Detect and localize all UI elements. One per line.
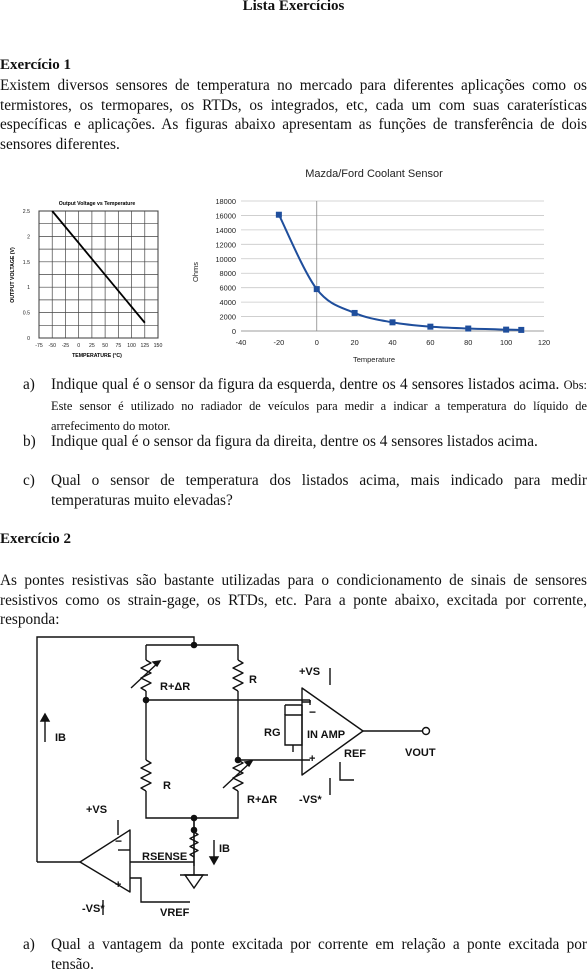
question-text: Indique qual é o sensor da figura da esquerda, dentre os 4 sensores listados acima.: [51, 376, 560, 393]
y-tick-label: 18000: [215, 197, 236, 206]
x-tick-label: 75: [115, 343, 122, 349]
series-line: [52, 211, 145, 323]
series-line: [279, 215, 521, 330]
right-chart: [188, 161, 560, 368]
data-point: [352, 310, 358, 316]
label-r-bottom: R: [163, 780, 171, 792]
right-chart-x-ticks: [236, 338, 551, 347]
question-text: Qual o sensor de temperatura dos listados acima, mais indicado para medir temperaturas muito elevadas?: [51, 472, 587, 509]
label-vout: VOUT: [405, 747, 436, 759]
x-tick-label: -75: [35, 343, 43, 349]
y-tick-label: 16000: [215, 211, 236, 221]
right-chart-x-label: Temperature: [352, 355, 396, 364]
y-tick-label: 0: [27, 336, 30, 342]
question-label: a): [23, 936, 35, 953]
exercise-1-intro: Existem diversos sensores de temperatura no mercado para diferentes aplicações como os termistores, os termopares, os RTDs, os integrados, etc, cada um com suas caraterísticas específicas e aplicações. As figuras abaixo apresentam as funções de transferência de dois sensores diferentes.: [0, 77, 587, 153]
y-tick-label: 14000: [215, 225, 236, 235]
label-vs-neg: -VS*: [299, 794, 322, 806]
right-chart-y-label: Ohms: [191, 261, 200, 283]
right-chart-y-ticks: [215, 197, 236, 336]
x-tick-label: 50: [102, 343, 109, 349]
label-ib-left: IB: [55, 732, 66, 744]
label-plus-2: +: [115, 879, 122, 891]
x-tick-label: 150: [153, 343, 163, 349]
label-vs-neg-2: -VS*: [82, 903, 105, 915]
y-tick-label: 12000: [215, 240, 236, 250]
page-title: Lista Exercícios: [242, 0, 345, 14]
y-tick-label: 2000: [219, 312, 236, 322]
label-ib-right: IB: [219, 843, 230, 855]
y-tick-label: 2: [27, 234, 30, 241]
x-tick-label: 80: [464, 338, 473, 347]
y-tick-label: 4000: [219, 298, 236, 308]
left-chart-title: Output Voltage vs Temperature: [58, 201, 136, 207]
left-chart: [0, 192, 180, 364]
question-1c: [0, 471, 587, 511]
x-tick-label: 60: [426, 338, 435, 347]
data-point: [518, 327, 524, 333]
label-ref: REF: [344, 748, 366, 760]
exercise-1-heading: Exercício 1: [0, 57, 71, 73]
y-tick-label: 0.5: [22, 310, 30, 317]
x-tick-label: -50: [48, 343, 56, 349]
label-r-delta-bottom: R+ΔR: [247, 794, 278, 806]
question-label: c): [23, 472, 35, 489]
label-rg: RG: [264, 727, 281, 739]
y-tick-label: 2.5: [22, 209, 30, 215]
data-point: [314, 286, 320, 292]
x-tick-label: -25: [61, 343, 70, 349]
x-tick-label: 0: [77, 343, 81, 349]
y-tick-label: 1: [27, 285, 30, 292]
left-chart-y-label: OUTPUT VOLTAGE (V): [10, 247, 16, 303]
x-tick-label: -20: [273, 338, 285, 347]
x-tick-label: 25: [88, 343, 95, 349]
x-tick-label: 100: [499, 338, 513, 347]
y-tick-label: 8000: [219, 269, 236, 279]
exercise-2-heading: Exercício 2: [0, 531, 71, 547]
label-vs-pos: +VS: [299, 666, 321, 678]
label-minus-2: −: [115, 834, 123, 848]
label-in-amp: IN AMP: [307, 729, 346, 741]
y-tick-label: 10000: [215, 254, 236, 264]
label-vs-pos-2: +VS: [86, 804, 108, 816]
question-text: Qual a vantagem da ponte excitada por corrente em relação a ponte excitada por tensão.: [51, 936, 587, 973]
left-chart-y-ticks: [23, 209, 30, 342]
left-chart-x-label: TEMPERATURE (°C): [72, 353, 122, 359]
x-tick-label: 20: [350, 338, 359, 347]
question-text: Indique qual é o sensor da figura da direita, dentre os 4 sensores listados acima.: [51, 433, 538, 450]
data-point: [503, 327, 509, 333]
y-tick-label: 0: [231, 327, 236, 336]
label-r-delta-top: R+ΔR: [160, 681, 191, 693]
question-2a: [0, 935, 587, 975]
label-minus: −: [309, 705, 317, 719]
x-tick-label: 120: [537, 338, 551, 347]
x-tick-label: 100: [127, 343, 136, 349]
y-tick-label: 6000: [219, 283, 236, 293]
label-r-top: R: [249, 674, 257, 686]
label-rsense: RSENSE: [142, 851, 188, 863]
left-chart-x-ticks: [35, 343, 162, 349]
x-tick-label: 0: [314, 338, 319, 347]
label-vref: VREF: [160, 907, 190, 919]
left-chart-grid: [39, 211, 158, 338]
exercise-2-intro: As pontes resistivas são bastante utilizadas para o condicionamento de sinais de sensores resistivos como os strain-gage, os RTDs, etc. Para a ponte abaixo, excitada por corrente, responda:: [0, 572, 587, 629]
label-plus: +: [309, 753, 316, 765]
x-tick-label: -40: [235, 338, 247, 347]
question-1a: [0, 375, 587, 434]
question-label: a): [23, 376, 35, 393]
data-point: [390, 319, 396, 325]
data-point: [276, 212, 282, 218]
data-point: [465, 326, 471, 332]
x-tick-label: 125: [140, 343, 150, 349]
question-note: Obs: Este sensor é utilizado no radiador de veículos para medir a indicar a temperatura do líquido de arrefecimento do motor.: [51, 378, 587, 434]
bridge-circuit-diagram: [0, 630, 587, 925]
y-tick-label: 1.5: [22, 259, 30, 266]
right-chart-title: Mazda/Ford Coolant Sensor: [305, 168, 443, 180]
right-chart-grid: [241, 201, 544, 331]
data-point: [427, 324, 433, 330]
question-label: b): [23, 433, 36, 450]
x-tick-label: 40: [388, 338, 397, 347]
question-1b: [0, 432, 587, 472]
